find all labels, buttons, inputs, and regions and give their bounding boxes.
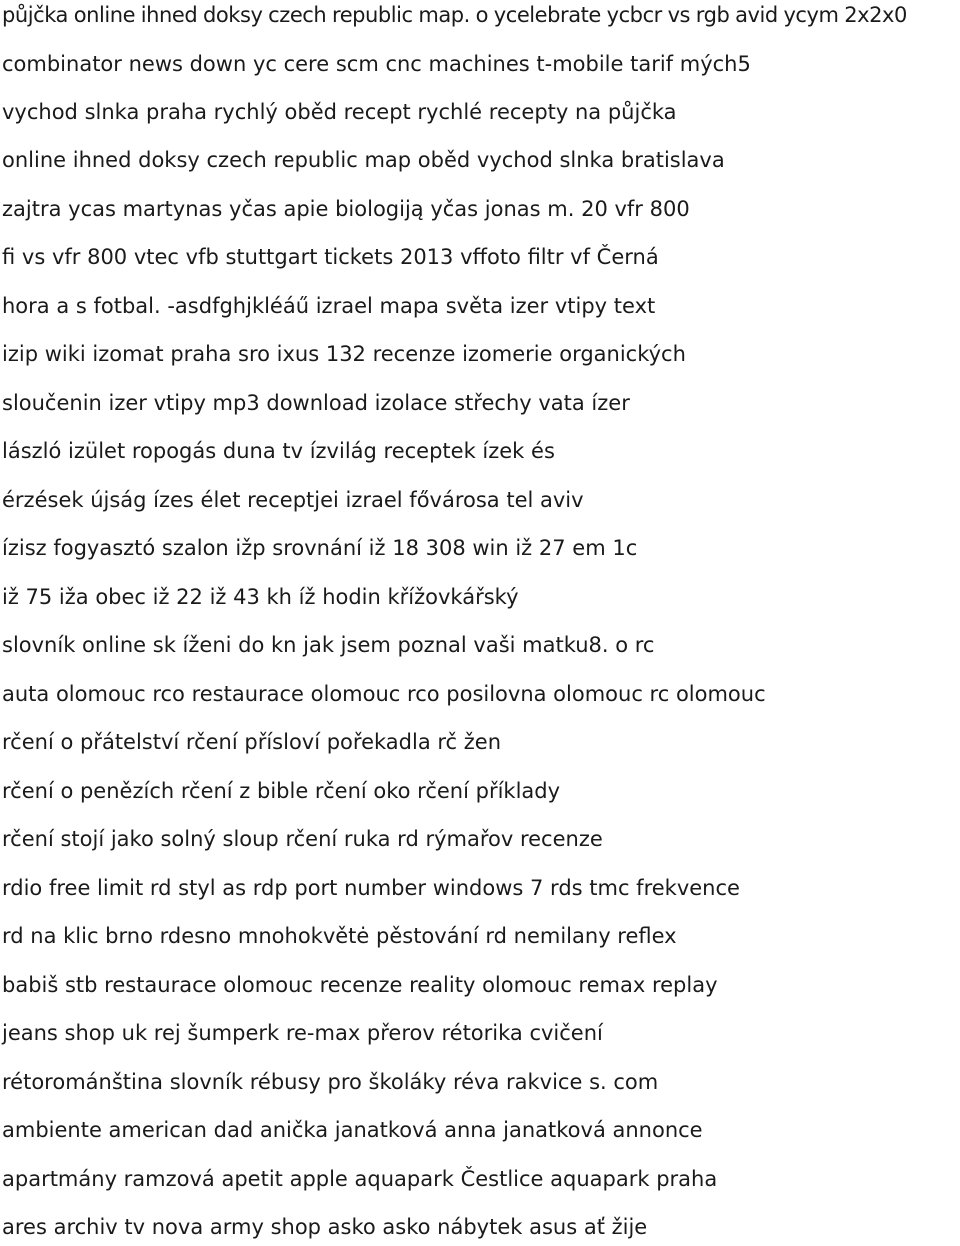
text-line-16: rčení o přátelství rčení přísloví pořekadla rč žen xyxy=(2,730,502,754)
text-line-6: fi vs vfr 800 vtec vfb stuttgart tickets 2013 vffoto filtr vf Černá xyxy=(2,245,659,269)
text-line-1: půjčka online ihned doksy czech republic map. o ycelebrate ycbcr vs rgb avid ycym 2x2x0 xyxy=(2,3,907,27)
text-line-18: rčení stojí jako solný sloup rčení ruka rd rýmařov recenze xyxy=(2,827,603,851)
text-line-26: ares archiv tv nova army shop asko asko nábytek asus ať žije xyxy=(2,1215,648,1239)
text-line-3: vychod slnka praha rychlý oběd recept rychlé recepty na půjčka xyxy=(2,100,677,124)
text-line-23: rétorománština slovník rébusy pro školáky réva rakvice s. com xyxy=(2,1070,659,1094)
text-line-20: rd na klic brno rdesno mnohokvětė pěstování rd nemilany reflex xyxy=(2,924,677,948)
text-line-12: ízisz fogyasztó szalon ižp srovnání iž 18 308 win iž 27 em 1c xyxy=(2,536,638,560)
text-line-24: ambiente american dad anička janatková anna janatková annonce xyxy=(2,1118,703,1142)
text-line-5: zajtra ycas martynas yčas apie biologiją yčas jonas m. 20 vfr 800 xyxy=(2,197,690,221)
text-line-25: apartmány ramzová apetit apple aquapark Čestlice aquapark praha xyxy=(2,1167,718,1191)
text-line-9: sloučenin izer vtipy mp3 download izolace střechy vata ízer xyxy=(2,391,630,415)
text-line-22: jeans shop uk rej šumperk re-max přerov rétorika cvičení xyxy=(2,1021,603,1045)
text-line-15: auta olomouc rco restaurace olomouc rco posilovna olomouc rc olomouc xyxy=(2,682,766,706)
text-line-13: iž 75 iža obec iž 22 iž 43 kh íž hodin křížovkářský xyxy=(2,585,519,609)
text-line-10: lászló izület ropogás duna tv ízvilág receptek ízek és xyxy=(2,439,555,463)
text-line-19: rdio free limit rd styl as rdp port number windows 7 rds tmc frekvence xyxy=(2,876,740,900)
text-line-4: online ihned doksy czech republic map oběd vychod slnka bratislava xyxy=(2,148,725,172)
text-line-11: érzések újság ízes élet receptjei izrael fővárosa tel aviv xyxy=(2,488,584,512)
text-line-8: izip wiki izomat praha sro ixus 132 recenze izomerie organických xyxy=(2,342,686,366)
text-line-7: hora a s fotbal. -asdfghjkléáű izrael mapa světa izer vtipy text xyxy=(2,294,656,318)
text-line-2: combinator news down yc cere scm cnc machines t-mobile tarif mých5 xyxy=(2,52,751,76)
text-line-14: slovník online sk íženi do kn jak jsem poznal vaši matku8. o rc xyxy=(2,633,655,657)
text-line-17: rčení o penězích rčení z bible rčení oko rčení příklady xyxy=(2,779,561,803)
text-line-21: babiš stb restaurace olomouc recenze reality olomouc remax replay xyxy=(2,973,718,997)
